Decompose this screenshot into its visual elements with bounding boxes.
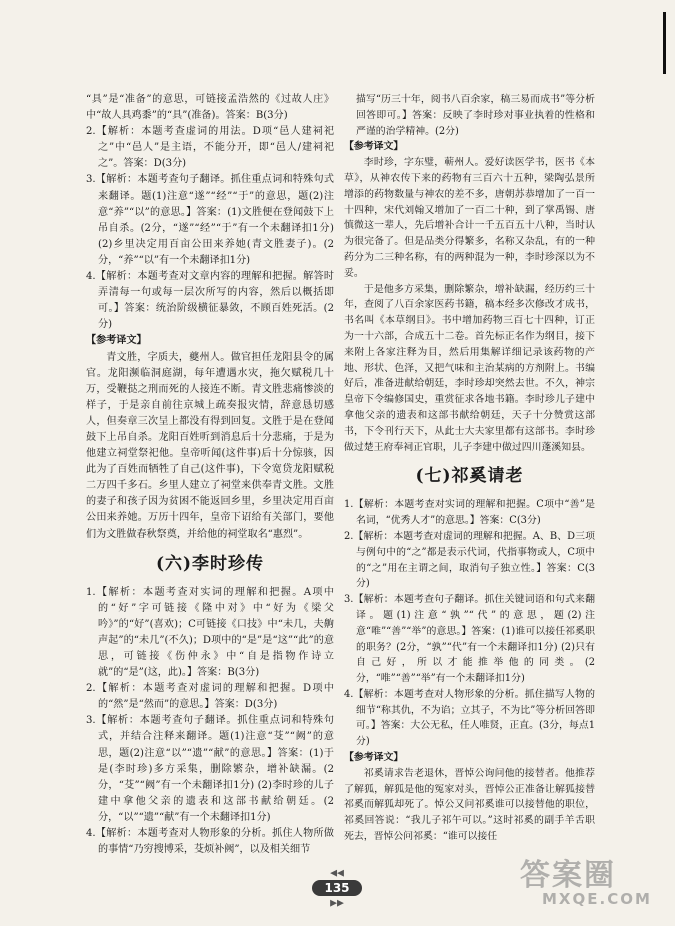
section-heading-6: (六)李时珍传 <box>155 553 265 574</box>
left-column <box>86 92 334 858</box>
reference-translation-paragraph-1: 李时珍，字东璧，蕲州人。爱好读医学书，医书《本草》，从神农传下来的药物有三百六十五种，梁陶弘景所增添的药物数量与神农的差不多，唐朝苏恭增加了一百一十四种，宋代刘翰又增加了一百二十种，到了掌禹锡、唐慎微这一辈人，先后增补合计一千五百五十八种，当时认为很完备了。但是品类分得繁多，名称又杂乱，有的一种药分为二三种名称，有的两种混为一种，李时珍深以为不妥。 <box>344 157 595 279</box>
reference-translation-text: 祁奚请求告老退休，晋悼公询问他的接替者。他推荐了解狐，解狐是他的冤家对头，晋悼公正准备让解狐接替祁奚而解狐却死了。悼公又问祁奚谁可以接替他的职位，祁奚回答说：“我儿子祁午可以。”这时祁奚的副手羊舌职死去，晋悼公问祁奚：“谁可以接任 <box>344 767 595 843</box>
reference-translation-heading: 【参考译文】 <box>86 335 147 347</box>
page-number-ornament-left: ◀◀ <box>330 868 344 879</box>
continued-answer: 描写“历三十年，阅书八百余家，稿三易而成书”等分析回答即可。】答案：反映了李时珍对事业执着的性格和严谨的治学精神。(2分) <box>356 94 595 137</box>
answer-item-4: 4.【解析：本题考查对文章内容的理解和把握。解答时弄清每一句或每一层次所写的内容，然后以概括即可。】答案：统治阶级横征暴敛，不顾百姓死活。(2分) <box>86 271 334 331</box>
section-heading-7: (七)祁奚请老 <box>415 466 524 487</box>
answer-item-1: 1.【解析：本题考查对实词的理解和把握。C项中“善”是名词，“优秀人才”的意思。】答案：C(3分) <box>344 499 595 527</box>
right-column <box>344 92 595 845</box>
continued-answer: “具”是“准备”的意思，可链接孟浩然的《过故人庄》中“故人具鸡黍”的“具”(准备)。答案：B(3分) <box>86 94 334 122</box>
reference-translation-text: 青文胜，字质夫，夔州人。做官担任龙阳县令的属官。龙阳濒临洞庭湖，每年遭遇水灾，拖欠赋税几十万，受鞭挞之刑而死的人接连不断。青文胜悲痛惨淡的样子，于是亲自前往京城上疏奏报灾情，辞意恳切感人，但奏章三次呈上都没有得到回复。文胜于是在登闻鼓下上吊自杀。龙阳百姓听到消息后十分悲痛，于是为他建立祠堂祭祀他。皇帝听闻(这件事)后十分惊骇，因此为了百姓而牺牲了自己(这件事)，下令宽贷龙阳赋税二万四千多石。乡里人建立了祠堂来供奉青文胜。文胜的妻子和孩子因为贫困不能返回乡里，乡里决定用百亩公田来养她。万历十四年，皇帝下诏给有关部门，要他们为文胜做春秋祭奠，并给他的祠堂取名“惠烈”。 <box>86 351 334 540</box>
watermark <box>520 850 652 908</box>
page-number <box>306 866 368 909</box>
page-number-ornament-right: ▶▶ <box>330 898 344 909</box>
answer-item-2: 2.【解析：本题考查虚词的用法。D项“邑人建祠祀之”中“邑人”是主语，不能分开，即“邑人/建祠祀之”。答案：D(3分) <box>86 126 334 170</box>
answer-item-2: 2.【解析：本题考查对虚词的理解和把握。A、B、D三项与例句中的“之”都是表示代词，代指事物或人，C项中的“之”用在主谓之间，取消句子独立性。】答案：C(3分) <box>344 530 595 590</box>
page-number-label: 135 <box>312 880 361 896</box>
answer-item-3: 3.【解析：本题考查句子翻译。抓住重点词和特殊句式来翻译。题(1)注意“遂”“经”“于”的意思，题(2)注意“养”“以”的意思。】答案：(1)文胜便在登闻鼓下上吊自杀。(2分，“遂”“经”“于”有一个未翻译扣1分) (2)乡里决定用百亩公田来养她(青文胜妻子)。(2分，“养”“以”有一个未翻译扣1分) <box>86 174 334 266</box>
page-edge-bar <box>663 12 666 74</box>
reference-translation-paragraph-2: 于是他多方采集，删除繁杂，增补缺漏，经历约三十年，查阅了八百余家医药书籍，稿本经多次修改才成书，书名叫《本草纲目》。书中增加药物三百七十四种，订正为一十六部，合成五十二卷。首先标正名作为纲目，接下来附上各家注释为目，然后用集解详细记录该药物的产地、形状、色泽，又把气味和主治某病的方剂附上。书编好后，准备进献给朝廷，李时珍却突然去世。不久，神宗皇帝下令编修国史，重赏征求各地书籍。李时珍儿子建中拿他父亲的遗表和这部书献给朝廷，天子十分赞赏这部书，下令刊行天下，从此士大夫家里都有这部书。李时珍做过楚王府奉祠正官职，儿子李建中做过四川蓬溪知县。 <box>344 283 595 453</box>
watermark-logo-text: 答案圈 <box>520 858 616 893</box>
answer-item-3: 3.【解析：本题考查句子翻译。抓住重点词和特殊句式，并结合注释来翻译。题(1)注意“芟”“阙”的意思，题(2)注意“以”“遗”“献”的意思。】答案：(1)于是(李时珍)多方采集，删除繁杂，增补缺漏。(2分，“芟”“阙”有一个未翻译扣1分) (2)李时珍的儿子建中拿他父亲的遗表和这部书献给朝廷。(2分，“以”“遗”“献”有一个未翻译扣1分) <box>86 715 334 823</box>
answer-item-3: 3.【解析：本题考查句子翻译。抓住关键词语和句式来翻译。题(1)注意“孰”“代”的意思，题(2)注意“唯”“善”“举”的意思。】答案：(1)谁可以接任祁奚职的职务？(2分，“孰”“代”有一个未翻译扣1分) (2)只有自己好，所以才能推举他的同类。(2分，“唯”“善”“举”有一个未翻译扣1分) <box>344 594 595 685</box>
answer-item-1: 1.【解析：本题考查对实词的理解和把握。A项中的“好”字可链接《隆中对》中“好为《梁父吟》”的“好”(喜欢)；C可链接《口技》中“未几，夫齁声起”的“未几”(不久)；D项中的“是”是“这”“此”的意思，可链接《伤仲永》中“自是指物作诗立就”的“是”(这，此)。】答案：B(3分) <box>86 586 334 679</box>
answer-item-2: 2.【解析：本题考查对虚词的理解和把握。D项中的“然”是“然而”的意思。】答案：D(3分) <box>86 683 334 711</box>
answer-item-4: 4.【解析：本题考查对人物形象的分析。抓住人物所做的事情“乃穷搜博采，芟烦补阙”，以及相关细节 <box>86 828 334 856</box>
answer-item-4: 4.【解析：本题考查对人物形象的分析。抓住描写人物的细节“称其仇，不为谄；立其子，不为比”等分析回答即可。】答案：大公无私，任人唯贤，正直。(3分，每点1分) <box>344 688 595 748</box>
reference-translation-heading: 【参考译文】 <box>344 141 404 153</box>
reference-translation-heading: 【参考译文】 <box>344 752 404 764</box>
watermark-url: MXQE.COM <box>542 890 652 908</box>
